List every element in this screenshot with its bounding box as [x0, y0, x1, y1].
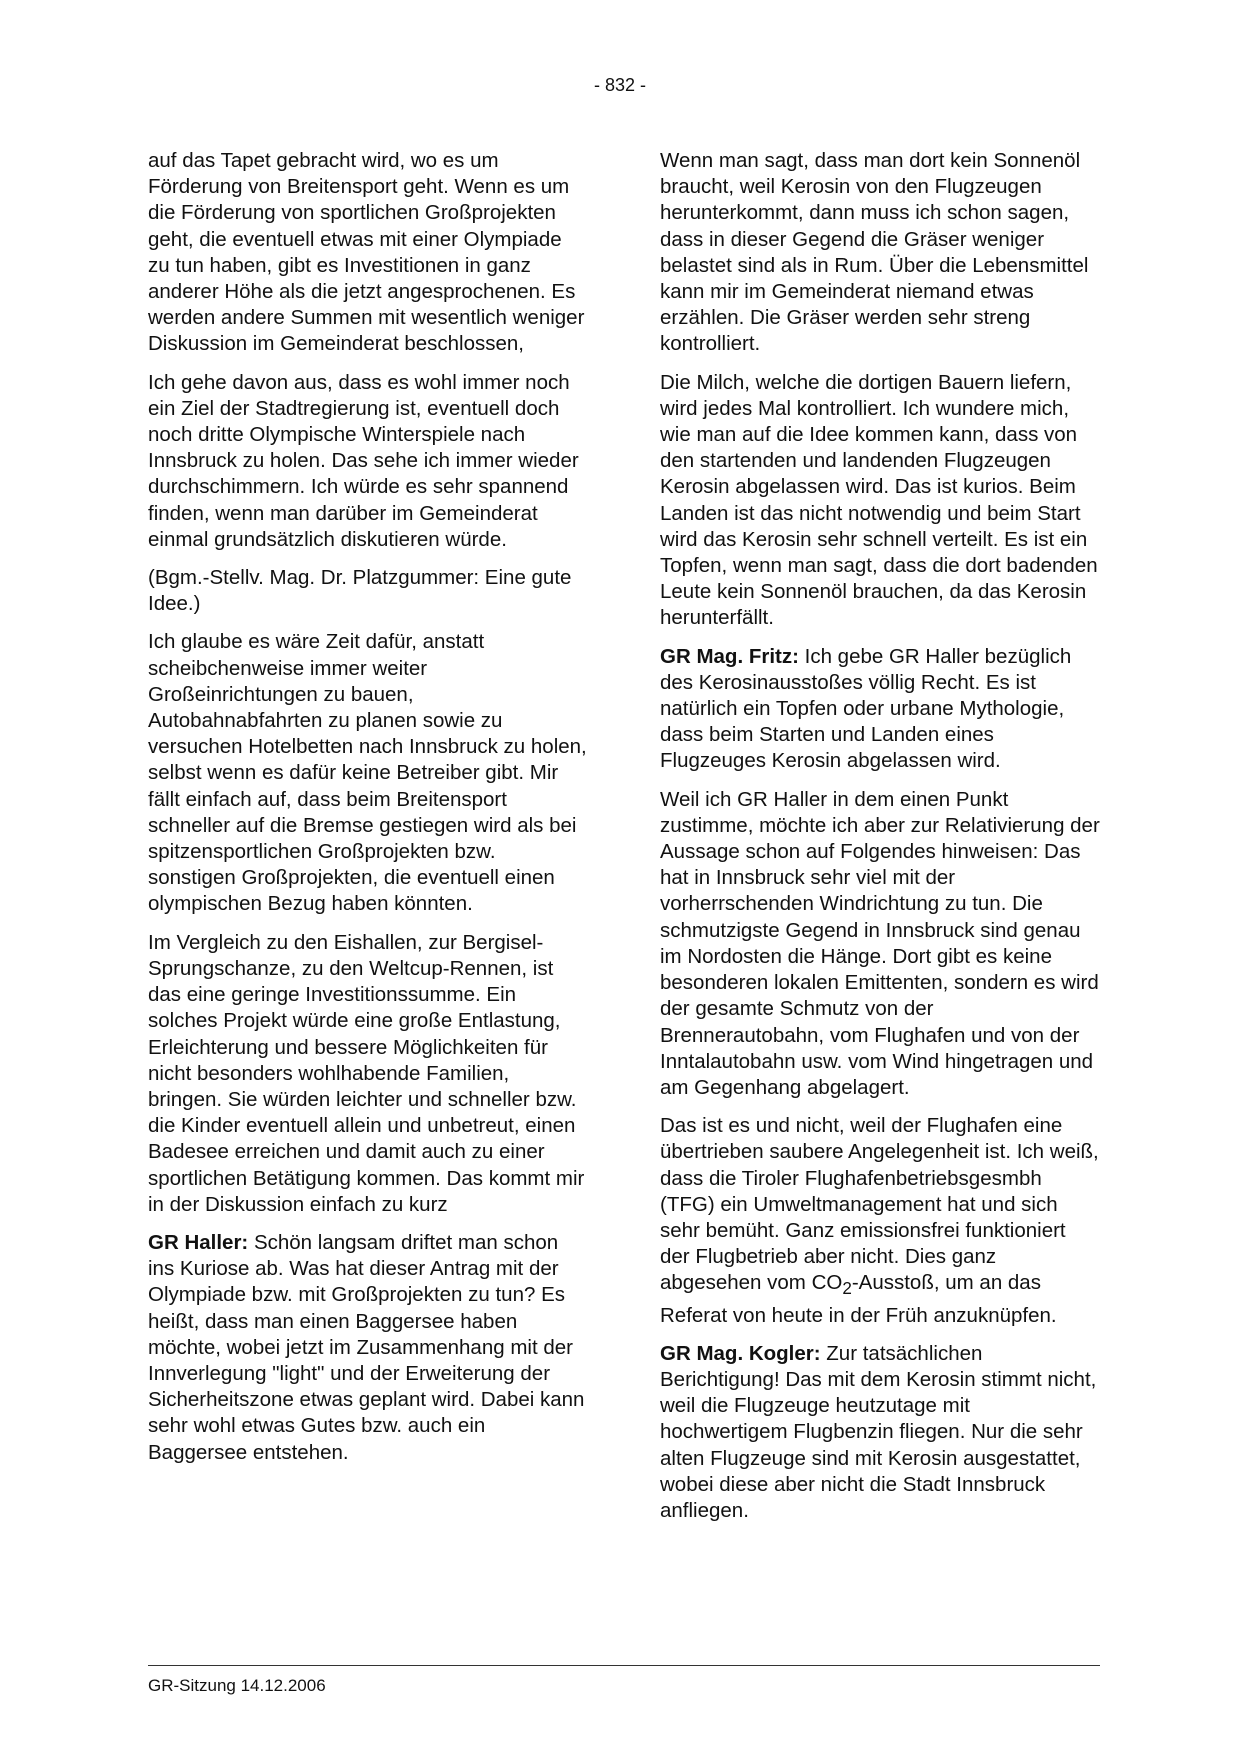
page-number: - 832 - [593, 75, 647, 95]
paragraph: Ich gehe davon aus, dass es wohl immer noch ein Ziel der Stadtregierung ist, eventuell doch noch dritte Olympische Winterspiele nach Innsbruck zu holen. Das sehe ich immer wieder durchschimmern. Ich würde es sehr spannend finden, wenn man darüber im Gemeinderat einmal grundsätzlich diskutieren würde. [148, 370, 579, 551]
footer-session-date: GR-Sitzung 14.12.2006 [148, 1676, 326, 1695]
speech-haller [148, 1230, 588, 1466]
text-segment: -Ausstoß, um an das Referat von heute in der Früh anzuknüpfen. [660, 1271, 1057, 1327]
paragraph: Im Vergleich zu den Eishallen, zur Bergisel-Sprungschanze, zu den Weltcup-Rennen, ist das eine geringe Investitionssumme. Ein solches Projekt würde eine große Entlastung, Erleichterung und bessere Möglichkeiten für nicht besonders wohlhabende Familien, bringen. Sie würden leichter und schneller bzw. die Kinder eventuell allein und unbetreut, einen Badesee erreichen und damit auch zu einer sportlichen Betätigung kommen. Das kommt mir in der Diskussion einfach zu kurz [148, 930, 585, 1216]
paragraph: Die Milch, welche die dortigen Bauern liefern, wird jedes Mal kontrolliert. Ich wundere mich, wie man auf die Idee kommen kann, dass von den startenden und landenden Flugzeugen Kerosin abgelassen wird. Das ist kurios. Beim Landen ist das nicht notwendig und beim Start wird das Kerosin sehr schnell verteilt. Es ist ein Topfen, wenn man sagt, dass die dort badenden Leute kein Sonnenöl brauchen, da das Kerosin herunterfällt. [660, 370, 1098, 630]
speech-text: Zur tatsächlichen Berichtigung! Das mit dem Kerosin stimmt nicht, weil die Flugzeuge heutzutage mit hochwertigem Flugbenzin fliegen. Nur die sehr alten Flugzeuge sind mit Kerosin ausgestattet, wobei diese aber nicht die Stadt Innsbruck anfliegen. [660, 1341, 1097, 1523]
paragraph: auf das Tapet gebracht wird, wo es um Förderung von Breitensport geht. Wenn es um die Förderung von sportlichen Großprojekten geht, die eventuell etwas mit einer Olympiade zu tun haben, gibt es Investitionen in ganz anderer Höhe als die jetzt angesprochenen. Es werden andere Summen mit wesentlich weniger Diskussion im Gemeinderat beschlossen, [148, 149, 585, 356]
paragraph: Wenn man sagt, dass man dort kein Sonnenöl braucht, weil Kerosin von den Flugzeugen herunterkommt, dann muss ich schon sagen, dass in dieser Gegend die Gräser weniger belastet sind als in Rum. Über die Lebensmittel kann mir im Gemeinderat niemand etwas erzählen. Die Gräser werden sehr streng kontrolliert. [660, 149, 1089, 356]
paragraph: Weil ich GR Haller in dem einen Punkt zustimme, möchte ich aber zur Relativierung der Aussage schon auf Folgendes hinweisen: Das hat in Innsbruck sehr viel mit der vorherrschenden Windrichtung zu tun. Die schmutzigste Gegend in Innsbruck sind genau im Nordosten die Hänge. Dort gibt es keine besonderen lokalen Emittenten, sondern es wird der gesamte Schmutz von der Brennerautobahn, vom Flughafen und von der Inntalautobahn usw. vom Wind hingetragen und am Gegenhang abgelagert. [660, 787, 1100, 1099]
footer-divider [148, 1665, 1100, 1666]
speech-text: Schön langsam driftet man schon ins Kuriose ab. Was hat dieser Antrag mit der Olympiade bzw. mit Großprojekten zu tun? Es heißt, dass man einen Baggersee haben möchte, wobei jetzt im Zusammenhang mit der Innverlegung "light" und der Erweiterung der Sicherheitszone etwas geplant wird. Dabei kann sehr wohl etwas Gutes bzw. auch ein Baggersee entstehen. [148, 1230, 585, 1464]
speech-kogler [660, 1341, 1100, 1524]
paragraph [660, 1113, 1100, 1329]
interjection: (Bgm.-Stellv. Mag. Dr. Platzgummer: Eine gute Idee.) [148, 566, 572, 616]
speech-fritz [660, 644, 1100, 775]
speaker-name: GR Mag. Fritz: [660, 644, 799, 668]
left-column [148, 148, 588, 1478]
text-segment: Das ist es und nicht, weil der Flughafen eine übertrieben saubere Angelegenheit ist. Ich weiß, dass die Tiroler Flughafenbetriebsgesmbh (TFG) ein Umweltmanagement hat und sich sehr bemüht. Ganz emissionsfrei funktioniert der Flugbetrieb aber nicht. Dies ganz abgesehen vom CO [660, 1114, 1099, 1295]
paragraph: Ich glaube es wäre Zeit dafür, anstatt scheibchenweise immer weiter Großeinrichtungen zu bauen, Autobahnabfahrten zu planen sowie zu versuchen Hotelbetten nach Innsbruck zu holen, selbst wenn es dafür keine Betreiber gibt. Mir fällt einfach auf, dass beim Breitensport schneller auf die Bremse gestiegen wird als bei spitzensportlichen Großprojekten bzw. sonstigen Großprojekten, die eventuell einen olympischen Bezug haben könnten. [148, 630, 587, 916]
right-column [660, 148, 1100, 1536]
subscript: 2 [842, 1279, 852, 1299]
speaker-name: GR Mag. Kogler: [660, 1341, 821, 1365]
speech-text: Ich gebe GR Haller bezüglich des Kerosinausstoßes völlig Recht. Es ist natürlich ein Topfen oder urbane Mythologie, dass beim Starten und Landen eines Flugzeuges Kerosin abgelassen wird. [660, 644, 1072, 773]
speaker-name: GR Haller: [148, 1230, 249, 1254]
